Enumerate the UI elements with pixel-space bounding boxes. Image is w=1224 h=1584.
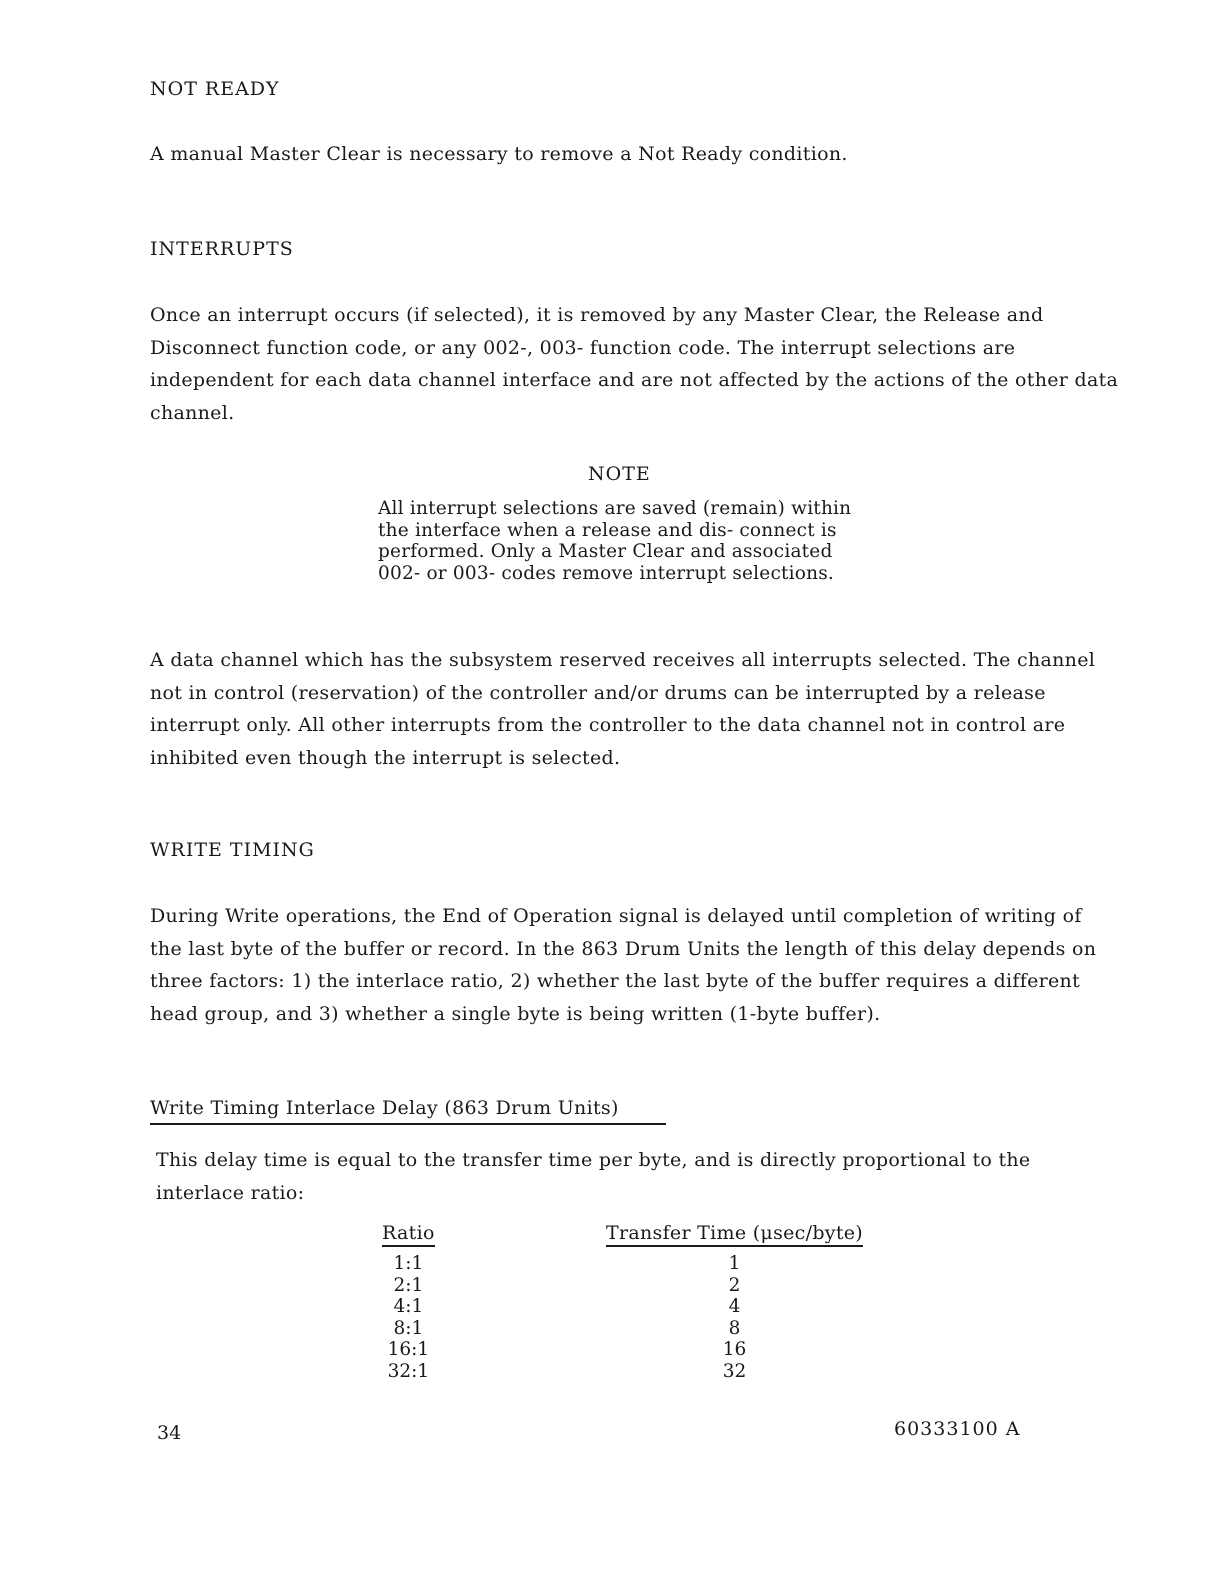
ratio-cell: 2:1 — [393, 1274, 424, 1296]
ratio-cell: 4:1 — [393, 1296, 424, 1317]
transfer-time-cell: 8 — [728, 1317, 741, 1339]
transfer-time-cell: 32 — [722, 1360, 747, 1382]
note-title: NOTE — [588, 463, 651, 485]
transfer-time-cell: 2 — [728, 1274, 741, 1296]
interlace-delay-paragraph: This delay time is equal to the transfer time per byte, and is directly proportional to the interlace ratio: — [156, 1149, 1031, 1204]
transfer-time-cell: 4 — [728, 1296, 741, 1317]
transfer-time-cell: 1 — [728, 1253, 741, 1274]
transfer-time-column-cells — [606, 1253, 863, 1382]
page-number: 34 — [157, 1422, 182, 1444]
not-ready-paragraph: A manual Master Clear is necessary to remove a Not Ready condition. — [150, 143, 848, 165]
ratio-cell: 8:1 — [393, 1317, 424, 1339]
transfer-time-column — [606, 1222, 863, 1382]
interrupts-heading: INTERRUPTS — [150, 238, 294, 260]
ratio-cell: 16:1 — [387, 1339, 430, 1360]
interrupts-paragraph-2: A data channel which has the subsystem reserved receives all interrupts selected. The channel not in control (reservation) of the controller and/or drums can be interrupted by a release interrupt only. All other interrupts from the controller to the data channel not in control are inhibited even though the interrupt is selected. — [150, 649, 1096, 769]
ratio-column-cells — [382, 1253, 435, 1382]
not-ready-heading: NOT READY — [150, 78, 280, 100]
interlace-delay-subheading: Write Timing Interlace Delay (863 Drum Units) — [150, 1097, 666, 1125]
ratio-cell: 32:1 — [387, 1360, 430, 1382]
transfer-time-cell: 16 — [722, 1339, 747, 1360]
write-timing-paragraph: During Write operations, the End of Operation signal is delayed until completion of writing of the last byte of the buffer or record. In the 863 Drum Units the length of this delay depends on three factors: 1) the interlace ratio, 2) whether the last byte of the buffer requires a different head group, and 3) whether a single byte is being written (1-byte buffer). — [150, 905, 1097, 1025]
ratio-cell: 1:1 — [393, 1253, 424, 1274]
interrupts-paragraph: Once an interrupt occurs (if selected), it is removed by any Master Clear, the Release and Disconnect function code, or any 002-, 003- function code. The interrupt selections are independent for each data channel interface and are not affected by the actions of the other data channel. — [150, 304, 1119, 424]
note-body: All interrupt selections are saved (remain) within the interface when a release and dis- connect is performed. Only a Master Clear and associated 002- or 003- codes remove interrupt selections. — [378, 498, 852, 584]
write-timing-heading: WRITE TIMING — [150, 839, 315, 861]
document-number: 60333100 A — [894, 1418, 1021, 1440]
transfer-time-column-header: Transfer Time (μsec/byte) — [606, 1222, 863, 1247]
ratio-column-header: Ratio — [382, 1222, 435, 1247]
ratio-column — [382, 1222, 435, 1382]
